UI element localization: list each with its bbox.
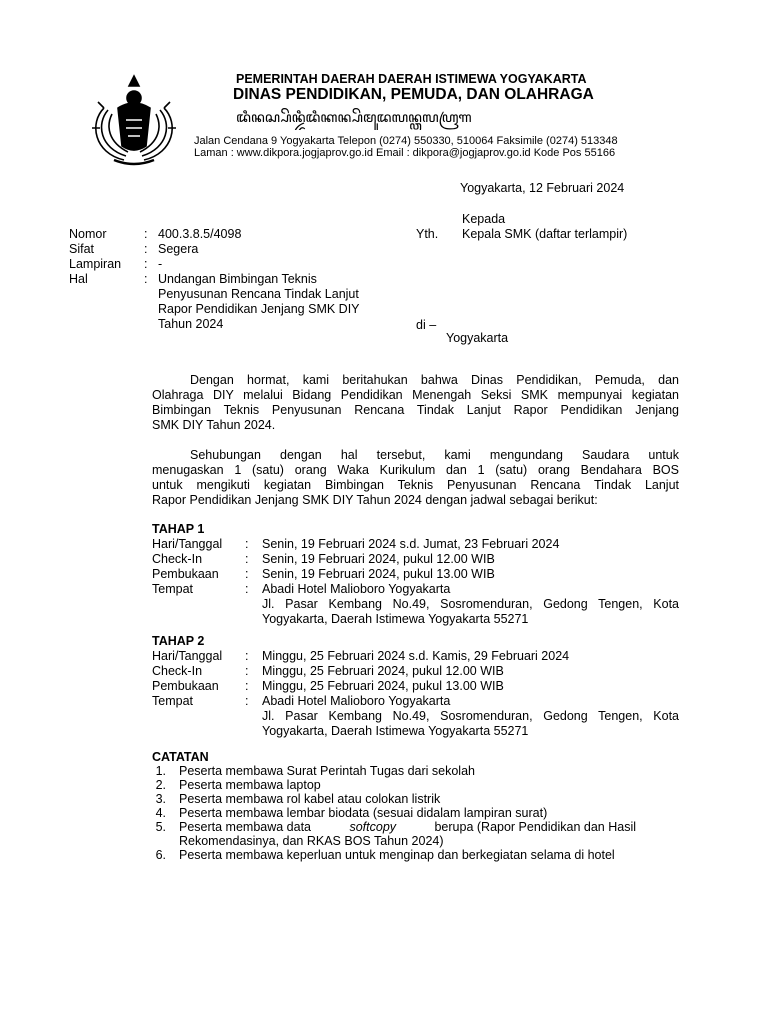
meta-block [69, 227, 409, 347]
recipient-name: Kepala SMK (daftar terlampir) [462, 227, 628, 241]
schedule-value: Abadi Hotel Malioboro Yogyakarta [262, 694, 451, 708]
catatan-item [152, 764, 682, 779]
tahap-1-section [152, 522, 682, 626]
catatan-num: 5. [155, 820, 166, 834]
schedule-row [152, 664, 682, 679]
catatan-text: Peserta membawa data [179, 820, 312, 834]
schedule-value: Minggu, 25 Februari 2024 s.d. Kamis, 29 Februari 2024 [262, 649, 570, 663]
catatan-text: Peserta membawa lembar biodata (sesuai didalam lampiran surat) [179, 806, 548, 820]
catatan-num: 2. [155, 778, 166, 792]
catatan-num: 3. [155, 792, 166, 806]
catatan-text: Peserta membawa laptop [179, 778, 321, 792]
schedule-label: Pembukaan [152, 679, 219, 693]
schedule-sep: : [245, 694, 249, 708]
catatan-item [152, 792, 682, 807]
meta-value: Undangan Bimbingan Teknis [158, 272, 317, 286]
catatan-num: 1. [155, 764, 166, 778]
recipient-di: di – [416, 318, 437, 332]
diy-emblem-logo [84, 68, 184, 168]
paragraph-line: Bimbingan Teknis Penyusunan Rencana Tindak Lanjut Rapor Pendidikan Jenjang [152, 403, 679, 417]
schedule-label: Check-In [152, 664, 203, 678]
schedule-sep: : [245, 567, 249, 581]
schedule-address: Jl. Pasar Kembang No.49, Sosromenduran, Gedong Tengen, Kota [262, 709, 679, 723]
schedule-sep: : [245, 537, 249, 551]
catatan-num: 6. [155, 848, 166, 862]
schedule-address: Yogyakarta, Daerah Istimewa Yogyakarta 55271 [262, 724, 529, 738]
meta-label: Nomor [69, 227, 107, 241]
paragraph-line: Sehubungan dengan hal tersebut, kami mengundang Saudara untuk [190, 448, 679, 462]
catatan-item [152, 806, 682, 821]
schedule-address: Yogyakarta, Daerah Istimewa Yogyakarta 55271 [262, 612, 529, 626]
catatan-text: Peserta membawa rol kabel atau colokan listrik [179, 792, 441, 806]
paragraph-line: untuk mengikuti kegiatan Bimbingan Teknis Penyusunan Rencana Tindak Lanjut [152, 478, 679, 492]
catatan-text: Rekomendasinya, dan RKAS BOS Tahun 2024) [179, 834, 444, 848]
letterhead-javanese-script: ꦢꦶꦤꦱ꧀ꦥꦼꦤ꧀ꦢꦶꦢꦶꦏꦤ꧀ꦥꦼꦩꦸꦢꦭꦤ꧀ꦎꦭꦲꦿꦒ [236, 110, 472, 126]
schedule-label: Tempat [152, 582, 193, 596]
meta-sep: : [144, 257, 148, 271]
recipient-yth: Yth. [416, 227, 439, 241]
meta-hal-line: Rapor Pendidikan Jenjang SMK DIY [158, 302, 360, 316]
letterhead-gov: PEMERINTAH DAERAH DAERAH ISTIMEWA YOGYAKARTA [236, 72, 587, 86]
letter-date: Yogyakarta, 12 Februari 2024 [460, 181, 625, 195]
schedule-value: Minggu, 25 Februari 2024, pukul 13.00 WIB [262, 679, 504, 693]
schedule-label: Check-In [152, 552, 203, 566]
catatan-item [152, 820, 682, 835]
paragraph-line: SMK DIY Tahun 2024. [152, 418, 276, 432]
paragraph-line: Dengan hormat, kami beritahukan bahwa Dinas Pendidikan, Pemuda, dan [190, 373, 679, 387]
meta-hal-line: Tahun 2024 [158, 317, 224, 331]
schedule-sep: : [245, 679, 249, 693]
tahap-2-section [152, 634, 682, 738]
schedule-value: Abadi Hotel Malioboro Yogyakarta [262, 582, 451, 596]
meta-hal-line: Penyusunan Rencana Tindak Lanjut [158, 287, 359, 301]
meta-hal-cont [69, 287, 409, 302]
schedule-value: Senin, 19 Februari 2024, pukul 13.00 WIB [262, 567, 495, 581]
letterhead-web: Laman : www.dikpora.jogjaprov.go.id Email : dikpora@jogjaprov.go.id Kode Pos 55166 [194, 147, 616, 159]
meta-lampiran [69, 257, 409, 272]
paragraph-line: menugaskan 1 (satu) orang Waka Kurikulum dan 1 (satu) orang Bendahara BOS [152, 463, 679, 477]
schedule-sep: : [245, 649, 249, 663]
catatan-title: CATATAN [152, 750, 209, 764]
meta-sep: : [144, 242, 148, 256]
meta-hal-cont [69, 302, 409, 317]
schedule-row [152, 582, 682, 597]
schedule-label: Tempat [152, 694, 193, 708]
catatan-num: 4. [155, 806, 166, 820]
catatan-item-cont [152, 834, 682, 849]
catatan-text-em: softcopy [349, 820, 397, 834]
schedule-sep: : [245, 552, 249, 566]
schedule-sep: : [245, 582, 249, 596]
paragraph-1 [152, 373, 679, 433]
meta-sifat [69, 242, 409, 257]
schedule-label: Hari/Tanggal [152, 649, 223, 663]
catatan-text: Peserta membawa Surat Perintah Tugas dari sekolah [179, 764, 475, 778]
recipient-kepada: Kepada [462, 212, 506, 226]
schedule-value: Senin, 19 Februari 2024 s.d. Jumat, 23 Februari 2024 [262, 537, 560, 551]
catatan-item [152, 778, 682, 793]
catatan-text: berupa (Rapor Pendidikan dan Hasil [434, 820, 636, 834]
paragraph-2 [152, 448, 679, 508]
letterhead-address: Jalan Cendana 9 Yogyakarta Telepon (0274) 550330, 510064 Faksimile (0274) 513348 [194, 135, 618, 147]
meta-value: Segera [158, 242, 199, 256]
meta-label: Hal [69, 272, 88, 286]
meta-nomor [69, 227, 409, 242]
catatan-text-justified [179, 820, 636, 835]
meta-hal [69, 272, 409, 287]
meta-label: Lampiran [69, 257, 122, 271]
catatan-item [152, 848, 682, 863]
meta-sep: : [144, 227, 148, 241]
schedule-row [152, 679, 682, 694]
meta-sep: : [144, 272, 148, 286]
schedule-label: Hari/Tanggal [152, 537, 223, 551]
schedule-address: Jl. Pasar Kembang No.49, Sosromenduran, Gedong Tengen, Kota [262, 597, 679, 611]
meta-value: - [158, 257, 163, 271]
letterhead-dept: DINAS PENDIDIKAN, PEMUDA, DAN OLAHRAGA [233, 86, 594, 103]
schedule-label: Pembukaan [152, 567, 219, 581]
tahap-title: TAHAP 1 [152, 522, 205, 536]
paragraph-line: Rapor Pendidikan Jenjang SMK DIY Tahun 2024 dengan jadwal sebagai berikut: [152, 493, 598, 507]
catatan-section [152, 750, 682, 860]
schedule-row [152, 537, 682, 552]
schedule-row [152, 567, 682, 582]
paragraph-line: Olahraga DIY melalui Bidang Pendidikan Menengah Seksi SMK mempunyai kegiatan [152, 388, 679, 402]
schedule-value: Senin, 19 Februari 2024, pukul 12.00 WIB [262, 552, 495, 566]
recipient-city: Yogyakarta [446, 331, 509, 345]
schedule-row [152, 552, 682, 567]
meta-hal-cont [69, 317, 409, 332]
schedule-row [152, 694, 682, 709]
schedule-row [152, 649, 682, 664]
meta-value: 400.3.8.5/4098 [158, 227, 242, 241]
catatan-text: Peserta membawa keperluan untuk menginap dan berkegiatan selama di hotel [179, 848, 615, 862]
schedule-sep: : [245, 664, 249, 678]
meta-label: Sifat [69, 242, 95, 256]
tahap-title: TAHAP 2 [152, 634, 205, 648]
schedule-value: Minggu, 25 Februari 2024, pukul 12.00 WIB [262, 664, 504, 678]
